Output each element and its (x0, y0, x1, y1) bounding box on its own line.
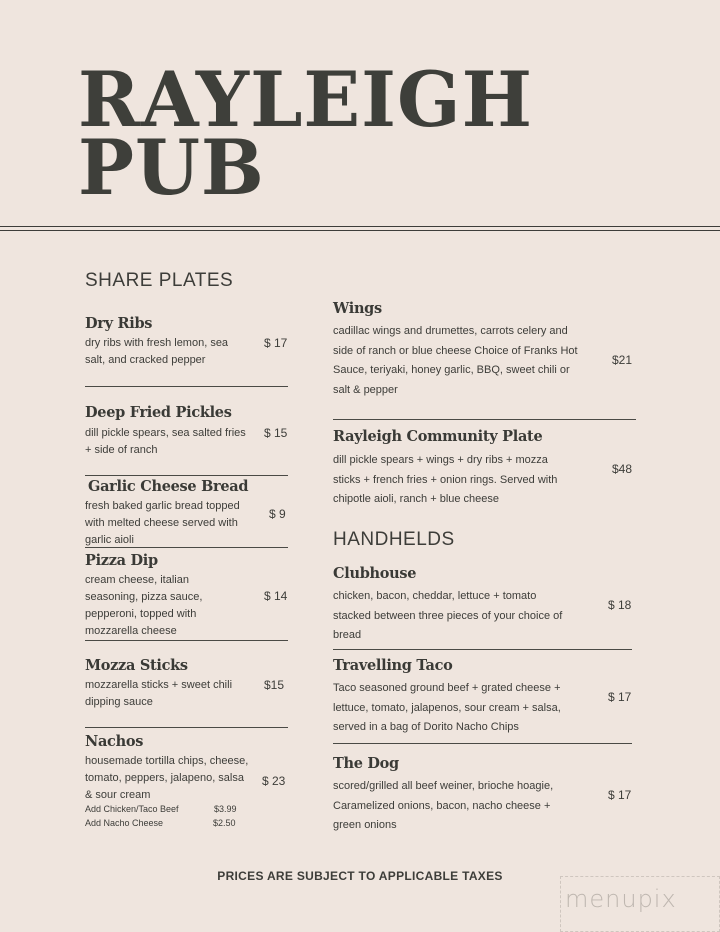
item-description: chicken, bacon, cheddar, lettuce + tomato stacked between three pieces of your choice of bread (333, 590, 563, 641)
addon-price: $3.99 (214, 804, 237, 814)
item-price: $ 15 (264, 426, 288, 440)
item-price: $ 17 (264, 336, 288, 350)
handhelds-heading: HANDHELDS (333, 529, 455, 550)
item-name: Nachos (85, 733, 144, 750)
item-divider (85, 640, 288, 641)
restaurant-name-line2: PUB (78, 123, 265, 212)
item-name: Wings (333, 300, 382, 317)
addon-label: Add Chicken/Taco Beef (85, 804, 179, 814)
addon-price: $2.50 (213, 818, 236, 828)
item-name: Garlic Cheese Bread (88, 478, 249, 495)
item-description: scored/grilled all beef weiner, brioche hoagie, Caramelized onions, bacon, nacho cheese + green onions (333, 780, 554, 831)
item-name: Pizza Dip (85, 552, 158, 569)
header-divider-top (0, 226, 720, 227)
addon-label: Add Nacho Cheese (85, 818, 164, 828)
item-divider (85, 727, 288, 728)
item-price: $ 9 (269, 507, 286, 521)
item-description: dill pickle spears + wings + dry ribs + mozza sticks + french fries + onion rings. Served with chipotle aioli, ranch + blue cheese (333, 454, 558, 505)
item-name: Travelling Taco (333, 657, 453, 674)
item-name: The Dog (333, 755, 399, 772)
item-price: $15 (264, 678, 285, 692)
item-description: fresh baked garlic bread topped with melted cheese served with garlic aioli (85, 500, 240, 546)
item-divider (85, 386, 288, 387)
item-description: cream cheese, italian seasoning, pizza sauce, pepperoni, topped with mozzarella cheese (85, 574, 203, 637)
header-divider-bottom (0, 230, 720, 231)
item-price: $48 (612, 462, 633, 476)
item-name: Rayleigh Community Plate (333, 428, 543, 445)
restaurant-name-line1: RAYLEIGH (78, 55, 533, 144)
item-description: dry ribs with fresh lemon, sea salt, and cracked pepper (85, 337, 229, 366)
tax-note: PRICES ARE SUBJECT TO APPLICABLE TAXES (217, 869, 503, 883)
item-price: $ 14 (264, 589, 288, 603)
item-price: $ 17 (608, 690, 632, 704)
watermark-logo: menupix (565, 885, 677, 913)
item-description: dill pickle spears, sea salted fries + side of ranch (85, 427, 246, 456)
item-price: $ 23 (262, 774, 286, 788)
item-name: Deep Fried Pickles (85, 404, 232, 421)
item-divider (333, 743, 632, 744)
item-name: Dry Ribs (85, 315, 153, 332)
item-description: Taco seasoned ground beef + grated cheese + lettuce, tomato, jalapenos, sour cream + salsa, served in a bag of Dorito Nacho Chips (333, 682, 561, 733)
item-divider (333, 419, 636, 420)
item-divider (85, 547, 288, 548)
item-divider (333, 649, 632, 650)
share-plates-heading: SHARE PLATES (85, 270, 234, 291)
item-price: $ 17 (608, 788, 632, 802)
item-price: $21 (612, 353, 633, 367)
item-description: cadillac wings and drumettes, carrots celery and side of ranch or blue cheese Choice of Franks Hot Sauce, teriyaki, honey garlic, BBQ, sweet chili or salt & pepper (333, 325, 578, 396)
item-description: housemade tortilla chips, cheese, tomato, peppers, jalapeno, salsa & sour cream (85, 755, 249, 801)
item-divider (85, 475, 288, 476)
item-name: Clubhouse (333, 565, 417, 582)
item-price: $ 18 (608, 598, 632, 612)
item-name: Mozza Sticks (85, 657, 188, 674)
item-description: mozzarella sticks + sweet chili dipping sauce (85, 679, 233, 708)
